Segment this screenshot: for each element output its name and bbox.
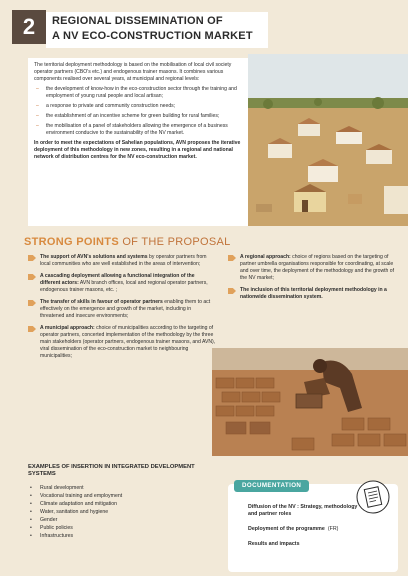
examples-list: [28, 484, 200, 540]
intro-conclusion: In order to meet the expectations of Sahelian populations, AVN proposes the iterative deployment of this methodology in new zones, resulting in a regional and national network of distribution centres for the NV eco-construction market.: [34, 140, 241, 160]
intro-panel: [28, 58, 250, 226]
point-bold: The inclusion of this territorial deployment methodology in a nationwide dissemination system.: [240, 287, 387, 300]
list-item: – the establishment of an incentive scheme for green building for rural families;: [34, 113, 244, 120]
point-text: AVN branch offices, local and regional operator partners, endogenous trainer masons, etc. ;: [40, 280, 208, 293]
brick-making-photo: [212, 348, 408, 456]
doc-link[interactable]: [248, 504, 368, 518]
strong-point: [228, 287, 400, 301]
arrow-icon: [28, 326, 36, 332]
point-text: choice of regions based on the targeting of partner umbrella organisations responsible for coordinating, at scale and over time, the deployment of the methodology and the growth of the NV market;: [240, 254, 395, 281]
point-text: choice of municipalities according to the targeting of operator partners, concerted implementation of the methodology by the three main stakeholders (operator partners, endogenous trainer masons, and AVN), viral dissemination of the eco-construction market to neighbouring municipalities;: [40, 325, 216, 359]
list-item: • Public policies: [28, 524, 200, 532]
documentation-tab: DOCUMENTATION: [234, 480, 309, 492]
list-item: • Water, sanitation and hygiene: [28, 508, 200, 516]
arrow-icon: [28, 300, 36, 306]
doc-link[interactable]: [248, 526, 368, 533]
point-bold: The support of AVN's solutions and systems: [40, 254, 148, 260]
list-item: • Gender: [28, 516, 200, 524]
village-photo: [248, 54, 408, 226]
title-line-2: A NV ECO-CONSTRUCTION MARKET: [52, 30, 253, 42]
strong-point: [28, 299, 216, 320]
strong-points-right: [228, 254, 400, 306]
doc-link-label[interactable]: Results and impacts: [248, 541, 300, 547]
page-title: [46, 12, 268, 48]
arrow-icon: [228, 288, 236, 294]
examples-title: EXAMPLES OF INSERTION IN INTEGRATED DEVELOPMENT SYSTEMS: [28, 464, 195, 477]
arrow-icon: [228, 255, 236, 261]
point-bold: A municipal approach:: [40, 325, 95, 331]
point-bold: A regional approach:: [240, 254, 291, 260]
strong-point: [28, 254, 216, 268]
list-item: – a response to private and community construction needs;: [34, 103, 244, 110]
doc-link-label[interactable]: Diffusion of the NV : Strategy, methodology and partner roles: [248, 504, 358, 517]
list-item: • Infrastructures: [28, 532, 200, 540]
documentation-list: [248, 504, 368, 556]
list-item: • Climate adaptation and mitigation: [28, 500, 200, 508]
list-item: • Vocational training and employment: [28, 492, 200, 500]
section-number: 2: [12, 10, 46, 44]
strong-point: [28, 325, 216, 360]
list-item: • Rural development: [28, 484, 200, 492]
doc-link[interactable]: [248, 541, 368, 548]
doc-link-label[interactable]: Deployment of the programme: [248, 526, 325, 532]
strong-points-title: STRONG POINTS: [24, 236, 119, 248]
point-text: enabling them to act effectively on the emergence and growth of the market, including in threatened and insecure environments;: [40, 299, 211, 319]
point-bold: A cascading deployment allowing a functional integration of the different actors:: [40, 273, 195, 286]
list-item: – the development of know-how in the eco-construction sector through the training and employment of young rural people and local artisan;: [34, 86, 244, 100]
strong-points-heading: [24, 236, 231, 248]
strong-points-subtitle: OF THE PROPOSAL: [118, 236, 231, 248]
arrow-icon: [28, 255, 36, 261]
doc-link-tag: (FR): [327, 526, 339, 532]
point-bold: The transfer of skills in favour of operator partners: [40, 299, 163, 305]
intro-list: [34, 86, 244, 137]
examples-section: [28, 464, 200, 540]
strong-point: [28, 273, 216, 294]
page-header: [0, 0, 408, 50]
intro-paragraph: The territorial deployment methodology is based on the mobilisation of local civil society operator partners (CBO's etc.) and endogenous trainer masons. It combines various components realised over several years, at municipal and regional levels:: [34, 62, 232, 82]
point-text: by operator partners from local communities who are well established in the areas of intervention;: [40, 254, 207, 267]
strong-point: [228, 254, 400, 282]
arrow-icon: [28, 274, 36, 280]
list-item: – the mobilisation of a panel of stakeholders allowing the emergence of a business environment conducive to the sustainability of the NV market.: [34, 123, 244, 137]
strong-points-left: [28, 254, 216, 365]
title-line-1: REGIONAL DISSEMINATION OF: [52, 15, 223, 27]
